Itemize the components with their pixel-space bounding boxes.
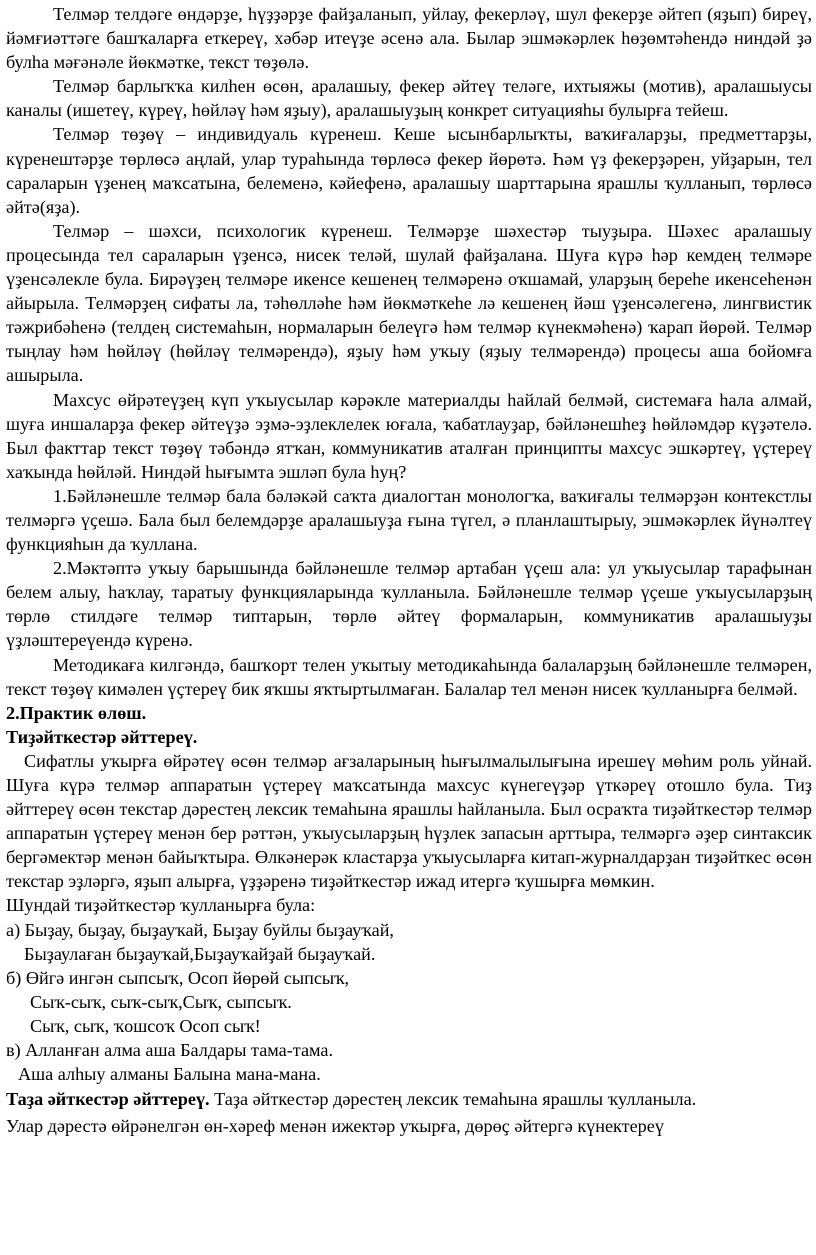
example-line: а) Быҙау, быҙау, быҙауҡай, Быҙау буйлы быҙауҡай, xyxy=(6,919,394,940)
paragraph-clear-speech xyxy=(0,1086,816,1113)
example-line: в) Алланған алма аша Балдары тама-тама. xyxy=(6,1040,334,1061)
heading-tongue-twisters: Тиҙәйткестәр әйттереү. xyxy=(6,726,198,747)
paragraph-point-two: 2.Мәктәптә уҡыу барышында бәйләнешле телмәр артабан үҫеш ала: ул уҡыусылар тарафынан белем алыу, һаҡлау, таратыу функцияларында ҡулланыла. Бәйләнешле телмәр үҫеше уҡыусыларҙың төрлө стилдәге телмәр типтарын, төрлө әйтеү формаларын, коммуникатив аралашыуҙы үҙләштереүендә күренә. xyxy=(6,558,812,651)
paragraph-tongue-twisters: Сифатлы уҡырға өйрәтеү өсөн телмәр ағзаларының һығылмалылығына ирешеү мөһим роль уйнай. Шуға күрә телмәр аппаратын үҫтереү маҡсатында махсус күнегеүҙәр үткәреү отошло була. Тиҙ әйттереү өсөн текстар дәрестең лексик темаһына ярашлы һайланыла. Был осраҡта тиҙәйткестәр телмәр аппаратын үҫтереү менән бер рәттән, уҡыусыларҙың һүҙлек запасын арттыра, телмәргә әҙер синтаксик бергәмектәр менән байыҡтыра. Өлкәнерәк кластарҙа уҡыусыларға китап-журналдарҙан тиҙәйткес өсөн текстар эҙләргә, яҙып алырға, үҙҙәренә тиҙәйткестәр ижад итергә ҡушырға мөмкин. xyxy=(6,750,812,892)
paragraph-speech-conditions: Телмәр барлыҡҡа килһен өсөн, аралашыу, фекер әйтеү теләге, ихтыяжы (мотив), аралашыусы каналы (ишетеү, күреү, һөйләү һәм яҙыу), аралашыуҙың конкрет ситуацияһы булырға тейеш. xyxy=(6,76,812,121)
document-page xyxy=(0,2,816,1140)
paragraph-speech-personal: Телмәр – шәхси, психологик күренеш. Телмәрҙе шәхестәр тыуҙыра. Шәхес аралашыу процесында тел сараларын үҙенсә, нисек теләй, шулай файҙалана. Шуға күрә һәр кемдең телмәре үҙенсәлекле була. Бирәүҙең телмәре икенсе кешенең телмәренә оҡшамай, уларҙың береһе икенсеһенән айырыла. Телмәрҙең сифаты ла, тәһөлләһе һәм йөкмәткеһе лә кешенең йәш үҙенсәлегенә, лингвистик тәжрибәһенә (телдең системаһын, нормаларын белеүгә һәм телмәр күнекмәһенә) ҡарап йөрөй. Телмәр тыңлау һәм һөйләү (һөйләү телмәрендә), яҙыу һәм уҡыу (яҙыу телмәрендә) процесы аша бойомға ашырыла. xyxy=(6,220,812,386)
clear-speech-line: Улар дәрестә өйрәнелгән өн-хәреф менән ижектәр уҡырға, дөрөҫ әйтергә күнектереү xyxy=(6,1116,664,1137)
heading-practical-part: 2.Практик өлөш. xyxy=(6,702,147,723)
paragraph-methodology: Методикаға килгәндә, башҡорт телен уҡытыу методикаһында балаларҙың бәйләнешле телмәрен, текст төҙөү кимәлен үҫтереү бик яҡшы яҡтыртылмаған. Балалар тел менән нисек ҡулланырға белмәй. xyxy=(6,654,812,699)
clear-speech-text: Таҙа әйткестәр дәрестең лексик темаһына ярашлы ҡулланыла. xyxy=(209,1089,697,1110)
paragraph-point-one: 1.Бәйләнешле телмәр бала бәләкәй саҡта диалогтан монологҡа, ваҡиғалы телмәрҙән контекстлы телмәргә үҫешә. Бала был белемдәрҙе аралашыуҙа ғына түгел, ә планлаштырыу, эшмәкәрлек йүнәлтеү функцияһын да ҡуллана. xyxy=(6,485,812,555)
example-line: б) Өйгә ингән сыпсыҡ, Осоп йөрөй сыпсыҡ, xyxy=(6,967,350,988)
clear-speech-heading: Таҙа әйткестәр әйттереү. xyxy=(6,1089,210,1110)
paragraph-speech-definition: Телмәр телдәге өндәрҙе, һүҙҙәрҙе файҙаланып, уйлау, фекерләү, шул фекерҙе әйтеп (яҙып) биреү, йәмғиәттәге башҡаларға еткереү, хәбәр итеүҙе әсенә ала. Былар эшмәкәрлек һөҙөмтәһендә ниндәй ҙә булһа мәғәнәле йөкмәтке, текст төҙөлә. xyxy=(6,4,812,73)
examples-intro: Шундай тиҙәйткестәр ҡулланырға була: xyxy=(6,895,316,916)
paragraph-speech-individual: Телмәр төҙөү – индивидуаль күренеш. Кеше ысынбарлыҡты, ваҡиғаларҙы, предметтарҙы, күренештәрҙе төрлөсә аңлай, улар тураһында төрлөсә фекер йөрөтә. Һәм үҙ фекерҙәрен, уйҙарын, тел сараларын үҙенең маҡсатына, белеменә, кәйефенә, аралашыу шарттарына ярашлы ҡулланып, төрлөсә әйтә(яҙа). xyxy=(6,124,812,217)
paragraph-special-training: Махсус өйрәтеүҙең күп уҡыусылар кәрәкле материалды һайлай белмәй, системаға һала алмай, шуға иншаларҙа фекер әйтеүҙә эҙмә-эҙлеклелек юғала, ҡабатлауҙар, бәйләнешһеҙ һөйләмдәр күҙәтелә. Был факттар текст төҙөү тәбәндә ятҡан, коммуникатив аталған принципты махсус эшкәртеү, үҫтереү хаҡында һөйләй. Ниндәй һығымта эшләп була һуң? xyxy=(6,389,812,482)
example-line: Сыҡ, сыҡ, ҡошсоҡ Осоп сыҡ! xyxy=(30,1015,261,1036)
example-line: Быҙаулаған быҙауҡай,Быҙауҡайҙай быҙауҡай. xyxy=(24,943,376,964)
example-line: Сыҡ-сыҡ, сыҡ-сыҡ,Сыҡ, сыпсыҡ. xyxy=(30,991,292,1012)
example-line: Аша алһыу алманы Балына мана-мана. xyxy=(18,1064,321,1085)
